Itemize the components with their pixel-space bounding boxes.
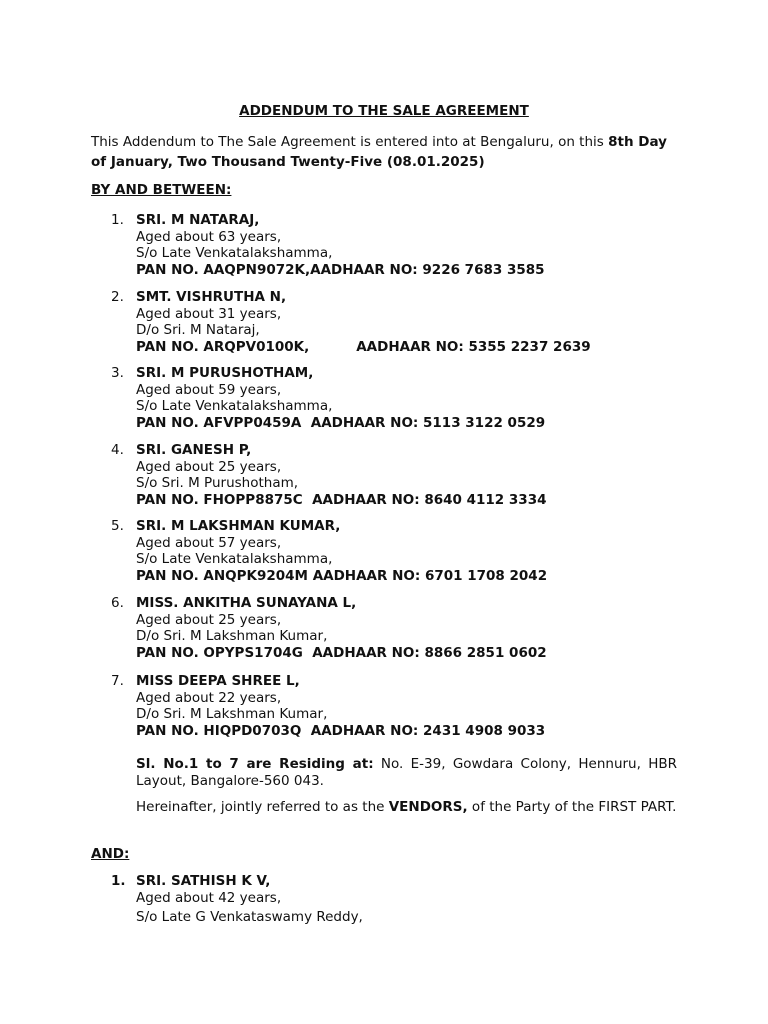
- purchaser-name: SRI. SATHISH K V,: [136, 873, 271, 889]
- vendor-age: Aged about 59 years,: [136, 381, 282, 398]
- residing-address: No. E-39, Gowdara Colony, Hennuru, HBR Layout, Bangalore-560 043.: [136, 756, 677, 789]
- vendor-aadhaar: AADHAAR NO: 5355 2237 2639: [356, 338, 591, 355]
- vendor-pan: PAN NO. ANQPK9204M: [136, 567, 308, 584]
- vendor-name: SMT. VISHRUTHA N,: [136, 289, 287, 305]
- vendor-name: SRI. M PURUSHOTHAM,: [136, 365, 314, 381]
- and-heading: AND:: [91, 846, 130, 862]
- vendor-age: Aged about 25 years,: [136, 458, 282, 475]
- vendor-aadhaar: AADHAAR NO: 8866 2851 0602: [312, 644, 547, 661]
- by-and-between-heading: BY AND BETWEEN:: [91, 182, 232, 198]
- vendor-relation: S/o Late Venkatalakshamma,: [136, 245, 333, 262]
- vendor-relation: D/o Sri. M Lakshman Kumar,: [136, 628, 328, 645]
- vendor-pan: PAN NO. ARQPV0100K,: [136, 338, 310, 355]
- residing-paragraph: [136, 756, 677, 790]
- vendor-age: Aged about 57 years,: [136, 534, 282, 551]
- vendor-number: 6.: [111, 595, 124, 611]
- vendor-aadhaar: AADHAAR NO: 5113 3122 0529: [310, 414, 546, 431]
- vendor-name: SRI. M NATARAJ,: [136, 212, 260, 228]
- vendor-aadhaar: AADHAAR NO: 2431 4908 9033: [310, 722, 546, 739]
- intro-paragraph: [91, 132, 681, 172]
- residing-label: Sl. No.1 to 7 are Residing at:: [136, 756, 374, 772]
- vendor-age: Aged about 31 years,: [136, 305, 282, 322]
- vendor-name: MISS DEEPA SHREE L,: [136, 673, 300, 689]
- vendor-pan: PAN NO. AFVPP0459A: [136, 414, 302, 431]
- vendor-number: 2.: [111, 289, 124, 305]
- intro-text: This Addendum to The Sale Agreement is entered into at Bengaluru, on this: [91, 134, 609, 150]
- purchaser-age: Aged about 42 years,: [136, 890, 282, 906]
- vendor-name: MISS. ANKITHA SUNAYANA L,: [136, 595, 357, 611]
- vendor-pan: PAN NO. FHOPP8875C: [136, 491, 303, 508]
- vendor-aadhaar: AADHAAR NO: 6701 1708 2042: [312, 567, 548, 584]
- document-title: ADDENDUM TO THE SALE AGREEMENT: [239, 103, 529, 119]
- vendor-relation: S/o Late Venkatalakshamma,: [136, 551, 333, 568]
- vendor-age: Aged about 22 years,: [136, 689, 282, 706]
- vendor-pan: PAN NO. OPYPS1704G: [136, 644, 303, 661]
- vendor-relation: D/o Sri. M Lakshman Kumar,: [136, 706, 328, 723]
- vendor-number: 5.: [111, 518, 124, 534]
- vendor-pan: PAN NO. AAQPN9072K,: [136, 261, 311, 278]
- hereinafter-paragraph: [136, 799, 677, 816]
- vendor-number: 7.: [111, 673, 124, 689]
- vendor-age: Aged about 63 years,: [136, 228, 282, 245]
- vendor-name: SRI. GANESH P,: [136, 442, 252, 458]
- purchaser-relation: S/o Late G Venkataswamy Reddy,: [136, 909, 363, 925]
- vendor-relation: S/o Late Venkatalakshamma,: [136, 398, 333, 415]
- vendor-pan: PAN NO. HIQPD0703Q: [136, 722, 302, 739]
- vendor-relation: S/o Sri. M Purushotham,: [136, 475, 299, 492]
- hereinafter-post: of the Party of the FIRST PART.: [467, 799, 677, 815]
- vendor-relation: D/o Sri. M Nataraj,: [136, 322, 260, 339]
- vendor-age: Aged about 25 years,: [136, 611, 282, 628]
- vendor-number: 1.: [111, 212, 124, 228]
- vendor-number: 4.: [111, 442, 124, 458]
- vendors-term: VENDORS,: [388, 799, 468, 815]
- purchaser-number: 1.: [111, 873, 126, 889]
- vendor-name: SRI. M LAKSHMAN KUMAR,: [136, 518, 341, 534]
- vendor-aadhaar: AADHAAR NO: 8640 4112 3334: [312, 491, 547, 508]
- vendor-number: 3.: [111, 365, 124, 381]
- vendor-aadhaar: AADHAAR NO: 9226 7683 3585: [310, 261, 545, 278]
- hereinafter-pre: Hereinafter, jointly referred to as the: [136, 799, 389, 815]
- intro-date: 8th Day of January, Two Thousand Twenty-Five (08.01.2025): [91, 134, 667, 170]
